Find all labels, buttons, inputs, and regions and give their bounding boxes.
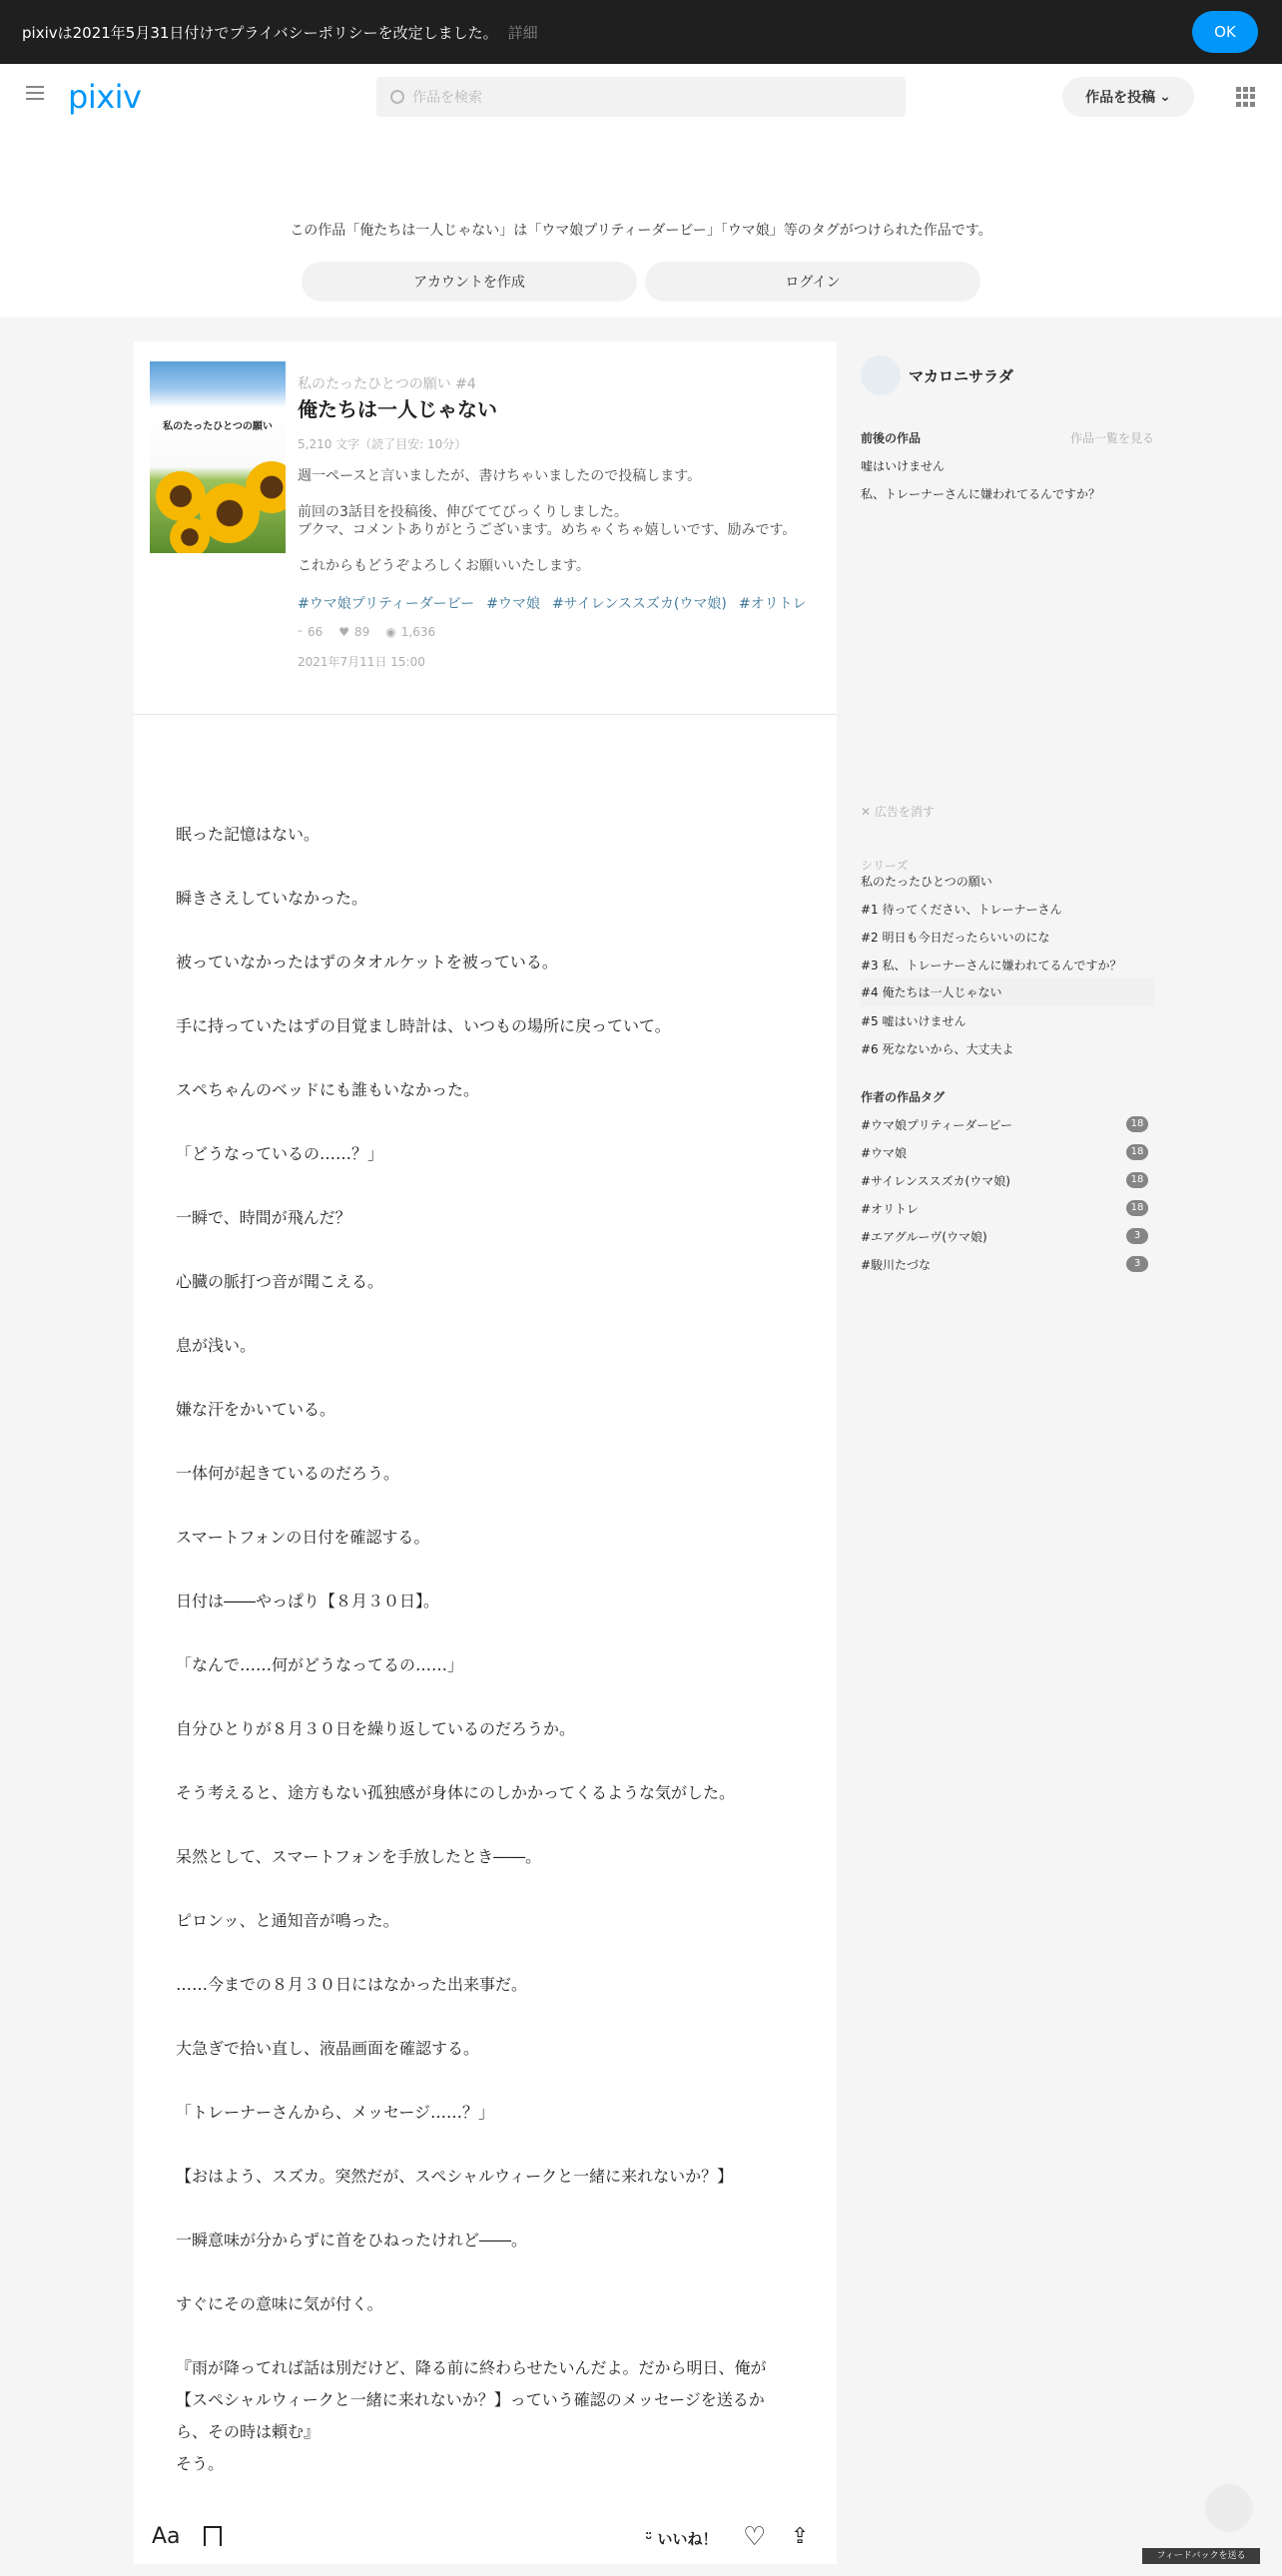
series-item[interactable]: #6 死なないから、大丈夫よ <box>861 1042 1014 1056</box>
novel-line: そう考えると、途方もない孤独感が身体にのしかかってくるような気がした。 <box>176 1783 736 1802</box>
novel-line: すぐにその意味に気が付く。 <box>176 2294 383 2313</box>
view-count: 1,636 <box>400 625 436 639</box>
author-tag-name: #ウマ娘プリティーダービー <box>861 1118 1012 1132</box>
post-work-button[interactable] <box>1062 77 1194 117</box>
adjacent-label: 前後の作品 <box>861 431 922 445</box>
novel-line: スマートフォンの日付を確認する。 <box>176 1528 430 1547</box>
tag-count-badge: 18 <box>1126 1144 1148 1160</box>
novel-line: 嫌な汗をかいている。 <box>176 1400 336 1419</box>
author-tag-name: #ウマ娘 <box>861 1146 908 1160</box>
author-tag-name: #オリトレ <box>861 1202 920 1216</box>
tag-list <box>298 593 807 613</box>
cover-image[interactable] <box>150 361 286 553</box>
series-name[interactable]: 私のたったひとつの願い <box>861 875 992 889</box>
author-tags-label: 作者の作品タグ <box>861 1090 946 1104</box>
author-tag-name: #サイレンススズカ(ウマ娘) <box>861 1174 1010 1188</box>
novel-line: そう。 <box>176 2454 225 2473</box>
novel-line: 「トレーナーさんから、メッセージ……？」 <box>176 2103 495 2122</box>
menu-icon[interactable] <box>26 86 44 100</box>
banner-message: この作品「俺たちは一人じゃない」は「ウマ娘プリティーダービー」「ウマ娘」等のタグがつけられた作品です。 <box>290 223 992 239</box>
author-tag[interactable] <box>861 1116 1154 1133</box>
heart-icon: ♥ <box>338 625 350 639</box>
series-link[interactable]: 私のたったひとつの願い #4 <box>298 376 476 392</box>
caption-line <box>298 485 817 503</box>
caption-line: 週一ペースと言いましたが、書けちゃいましたので投稿します。 <box>298 468 702 484</box>
caption <box>298 467 817 575</box>
smile-icon: ᵕ <box>298 625 303 639</box>
notice-ok-button[interactable]: OK <box>1192 11 1258 53</box>
novel-line: 【おはよう、スズカ。突然だが、スペシャルウィークと一緒に来れないか？】 <box>176 2167 734 2186</box>
novel-line: 「どうなっているの……？」 <box>176 1144 384 1163</box>
tag-count-badge: 18 <box>1126 1172 1148 1188</box>
series-item[interactable]: #3 私、トレーナーさんに嫌われてるんですか？ <box>861 959 1122 972</box>
caption-line: これからもどうぞよろしくお願いいたします。 <box>298 558 590 574</box>
novel-line: 眠った記憶はない。 <box>176 825 320 844</box>
bookmark-icon[interactable] <box>204 2526 222 2546</box>
hide-ad-button[interactable]: ✕ 広告を消す <box>861 805 935 819</box>
novel-line: 一瞬で、時間が飛んだ？ <box>176 1208 351 1227</box>
search-placeholder: 作品を検索 <box>412 90 482 106</box>
search-icon <box>390 90 404 104</box>
like-button[interactable] <box>645 2528 718 2549</box>
series-item[interactable]: #1 待ってください、トレーナーさん <box>861 903 1062 917</box>
bookmark-count: 89 <box>354 625 370 639</box>
tag-count-badge: 3 <box>1126 1256 1148 1272</box>
author-name[interactable]: マカロニサラダ <box>909 367 1013 385</box>
author-tag[interactable] <box>861 1228 1154 1245</box>
novel-line: 手に持っていたはずの目覚まし時計は、いつもの場所に戻っていて。 <box>176 1016 671 1035</box>
tag-count-badge: 18 <box>1126 1116 1148 1132</box>
privacy-notice-bar <box>0 0 1282 64</box>
heart-icon[interactable]: ♡ <box>743 2522 767 2552</box>
author-tag[interactable] <box>861 1172 1154 1189</box>
caption-line <box>298 539 817 557</box>
adjacent-work[interactable]: 嘘はいけません <box>861 459 946 473</box>
font-settings-button[interactable]: Aa <box>152 2524 181 2549</box>
novel-line: 日付は――やっぱり【８月３０日】。 <box>176 1592 440 1610</box>
novel-line: ピロンッ、と通知音が鳴った。 <box>176 1911 399 1930</box>
novel-line: 一体何が起きているのだろう。 <box>176 1464 400 1483</box>
novel-line: 大急ぎで拾い直し、液晶画面を確認する。 <box>176 2039 480 2058</box>
tag-link[interactable]: #サイレンススズカ(ウマ娘) <box>551 596 727 612</box>
novel-line: 息が浅い。 <box>176 1336 257 1355</box>
cover-title: 私のたったひとつの願い <box>163 421 273 432</box>
like-count: 66 <box>307 625 323 639</box>
work-panel <box>134 341 837 2564</box>
word-count: 5,210 文字（読了目安: 10分） <box>298 437 467 451</box>
novel-line: スペちゃんのベッドにも誰もいなかった。 <box>176 1080 480 1099</box>
apps-grid-icon[interactable] <box>1236 87 1256 107</box>
like-label: いいね！ <box>657 2530 718 2548</box>
novel-line: 「なんで……何がどうなってるの……」 <box>176 1655 464 1674</box>
author-tag-name: #駿川たづな <box>861 1258 932 1272</box>
chevron-down-icon: ⌄ <box>1159 89 1171 105</box>
tag-count-badge: 3 <box>1126 1228 1148 1244</box>
post-work-label: 作品を投稿 <box>1085 90 1156 106</box>
feedback-button[interactable]: フィードバックを送る <box>1142 2548 1260 2564</box>
pixiv-logo[interactable]: pixiv <box>68 78 142 116</box>
notice-detail-link[interactable]: 詳細 <box>507 23 538 42</box>
novel-line: ……今までの８月３０日にはなかった出来事だ。 <box>176 1975 528 1994</box>
novel-line: 心臓の脈打つ音が聞こえる。 <box>176 1272 384 1291</box>
search-input[interactable] <box>376 77 906 117</box>
divider <box>134 714 837 715</box>
tag-link[interactable]: #ウマ娘 <box>486 596 540 612</box>
series-item[interactable]: #5 嘘はいけません <box>861 1014 966 1028</box>
smile-icon: ᵕ̈ <box>645 2530 658 2548</box>
novel-body <box>176 819 795 2576</box>
work-stats <box>298 625 435 639</box>
tag-link[interactable]: #ウマ娘プリティーダービー <box>298 596 475 612</box>
eye-icon: ◉ <box>385 625 396 639</box>
reader-toolbar <box>134 2514 837 2564</box>
login-button[interactable]: ログイン <box>645 262 980 302</box>
notice-text: pixivは2021年5月31日付けでプライバシーポリシーを改定しました。 <box>22 23 498 42</box>
novel-line: 『雨が降ってれば話は別だけど、降る前に終わらせたいんだよ。だから明日、俺が【スペシャルウィークと一緒に来れないか？】っていう確認のメッセージを送るから、その時は頼む』 <box>176 2358 767 2441</box>
scroll-to-top-button[interactable] <box>1205 2484 1253 2532</box>
share-icon[interactable]: ⇪ <box>791 2524 810 2549</box>
tag-link[interactable]: #オリトレ <box>738 596 807 612</box>
author-tag[interactable] <box>861 1200 1154 1217</box>
caption-line: 前回の3話目を投稿後、伸びててびっくりしました。 <box>298 504 628 520</box>
novel-line: 被っていなかったはずのタオルケットを被っている。 <box>176 953 558 971</box>
header <box>0 64 1282 128</box>
author-tag-name: #エアグルーヴ(ウマ娘) <box>861 1230 987 1244</box>
author-tag[interactable] <box>861 1256 1154 1273</box>
series-item[interactable]: #2 明日も今日だったらいいのにな <box>861 931 1050 945</box>
tag-count-badge: 18 <box>1126 1200 1148 1216</box>
post-date: 2021年7月11日 15:00 <box>298 655 425 669</box>
work-list-link[interactable]: 作品一覧を見る <box>1069 431 1154 445</box>
novel-line: 瞬きさえしていなかった。 <box>176 889 368 908</box>
adjacent-work[interactable]: 私、トレーナーさんに嫌われてるんですか？ <box>861 487 1101 501</box>
create-account-button[interactable]: アカウントを作成 <box>302 262 637 302</box>
avatar[interactable] <box>861 355 901 395</box>
series-label: シリーズ <box>861 859 909 873</box>
novel-line: 自分ひとりが８月３０日を繰り返しているのだろうか。 <box>176 1719 576 1738</box>
author-tag[interactable] <box>861 1144 1154 1161</box>
novel-line: 呆然として、スマートフォンを手放したとき――。 <box>176 1847 542 1866</box>
login-banner <box>0 128 1282 318</box>
novel-line: 一瞬意味が分からずに首をひねったけれど――。 <box>176 2231 528 2250</box>
work-title: 俺たちは一人じゃない <box>298 397 497 421</box>
series-item-current[interactable]: #4 俺たちは一人じゃない <box>861 978 1154 1006</box>
caption-line: ブクマ、コメントありがとうございます。めちゃくちゃ嬉しいです、励みです。 <box>298 522 797 538</box>
